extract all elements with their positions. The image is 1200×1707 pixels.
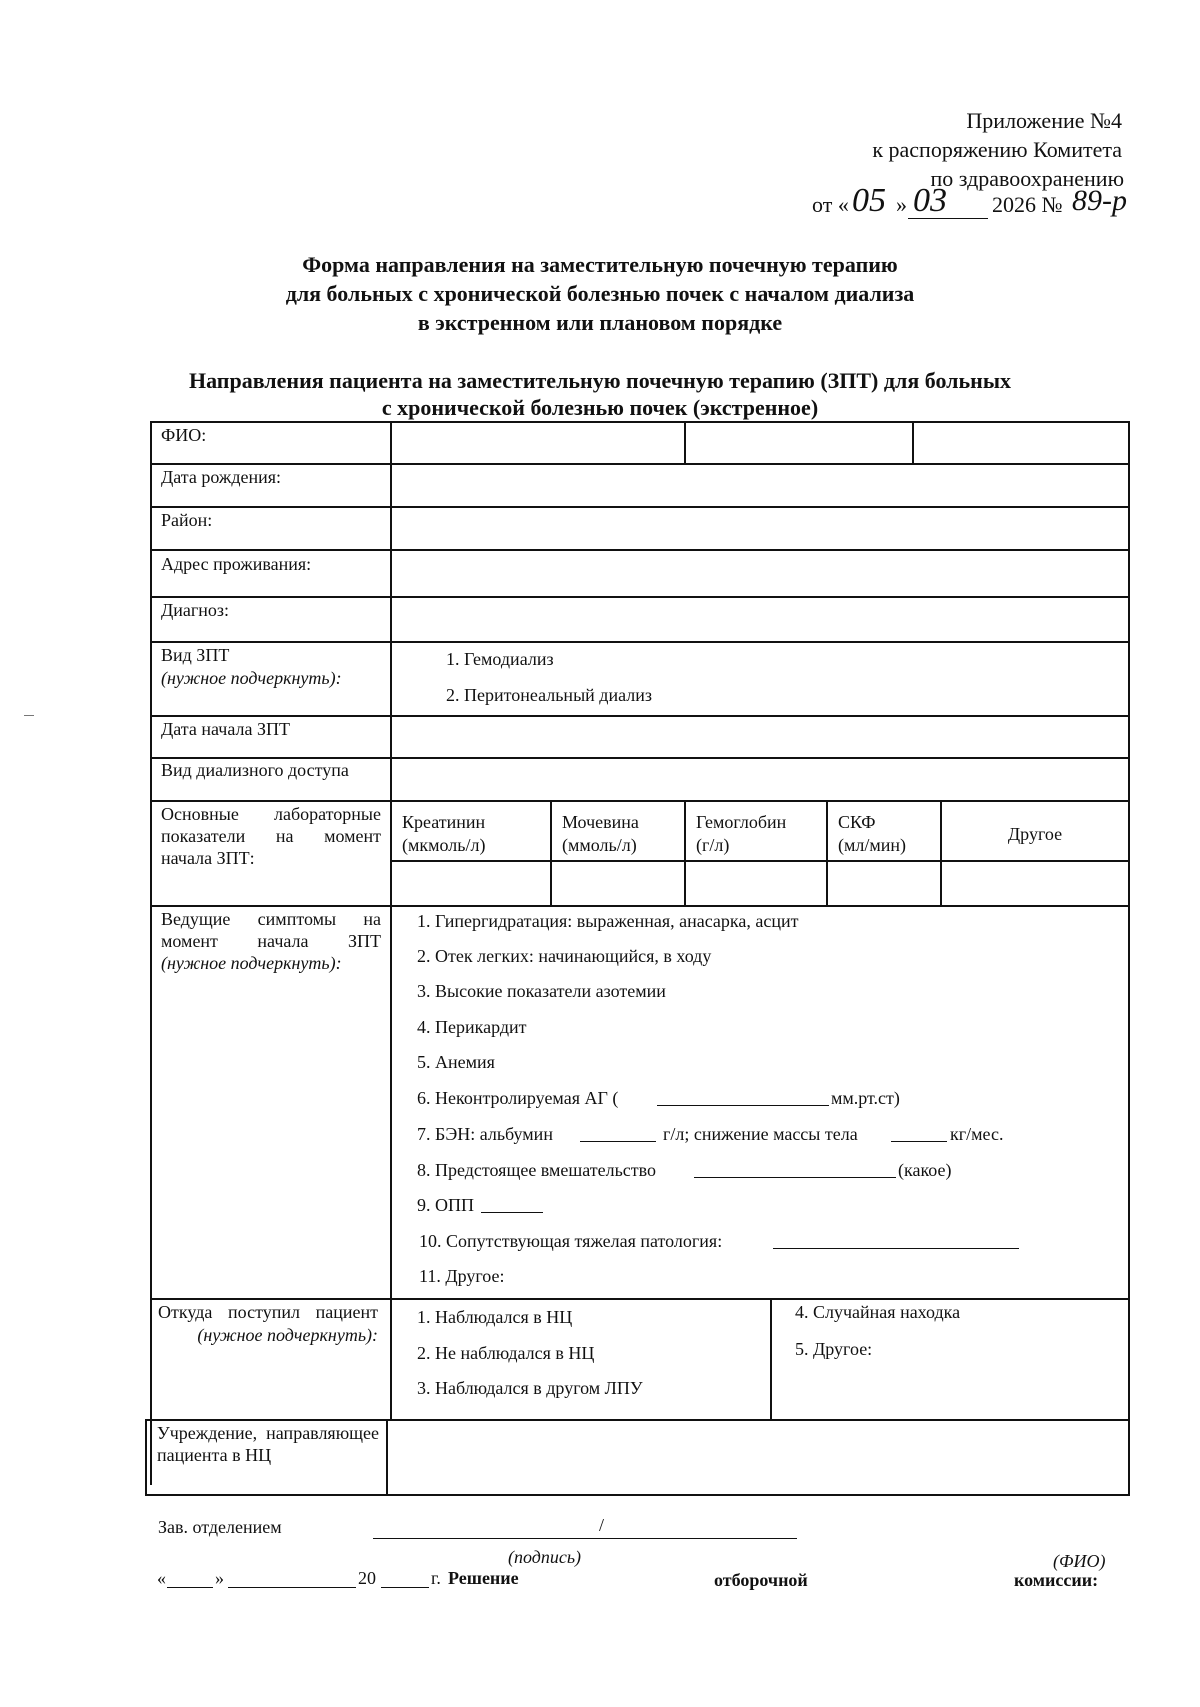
lab-col-urea: Мочевина xyxy=(562,812,639,832)
annex-committee: по здравоохранению xyxy=(930,166,1124,191)
symptom-6-blank[interactable] xyxy=(657,1105,829,1106)
date-month-blank[interactable] xyxy=(228,1587,356,1588)
symptom-6[interactable]: 6. Неконтролируемая АГ ( xyxy=(417,1088,619,1108)
lab-col-urea-unit: (ммоль/л) xyxy=(562,835,637,855)
symptom-7-weight-blank[interactable] xyxy=(891,1141,947,1142)
district-label: Район: xyxy=(161,510,213,530)
symptom-5[interactable]: 5. Анемия xyxy=(417,1052,495,1072)
annex-month: 03 xyxy=(913,182,947,219)
date-year-blank[interactable] xyxy=(381,1587,429,1588)
lab-col-hemoglobin-unit: (г/л) xyxy=(696,835,730,855)
birth-date-label: Дата рождения: xyxy=(161,467,282,487)
source-option-1[interactable]: 1. Наблюдался в НЦ xyxy=(417,1307,573,1327)
symptom-4[interactable]: 4. Перикардит xyxy=(417,1017,527,1037)
form-title-line-1: Форма направления на заместительную почечную терапию xyxy=(302,252,898,277)
annex-year: 2026 № xyxy=(992,192,1063,217)
symptom-7[interactable]: 7. БЭН: альбумин xyxy=(417,1124,553,1144)
rrt-start-label: Дата начала ЗПТ xyxy=(161,719,290,739)
date-century: 20 xyxy=(358,1568,376,1588)
referral-title-line-1: Направления пациента на заместительную почечную терапию (ЗПТ) для больных xyxy=(188,368,1012,393)
date-open-quote: « xyxy=(157,1568,166,1588)
symptom-3[interactable]: 3. Высокие показатели азотемии xyxy=(417,981,666,1001)
signature-line[interactable] xyxy=(373,1538,797,1539)
annex-day: 05 xyxy=(852,182,886,219)
rrt-type-note: (нужное подчеркнуть): xyxy=(161,668,342,688)
institution-label: Учреждение, направляющее пациента в НЦ xyxy=(157,1423,379,1465)
source-label: Откуда поступил пациент xyxy=(158,1302,378,1322)
annex-date-mid: » xyxy=(896,192,907,217)
lab-col-gfr: СКФ xyxy=(838,812,876,832)
source-option-3[interactable]: 3. Наблюдался в другом ЛПУ xyxy=(417,1378,643,1398)
decision-word: Решение xyxy=(448,1568,519,1588)
fio-caption: (ФИО) xyxy=(1053,1551,1106,1571)
symptom-11[interactable]: 11. Другое: xyxy=(419,1266,505,1286)
source-option-5[interactable]: 5. Другое: xyxy=(795,1339,873,1359)
annex-month-line xyxy=(908,218,988,219)
source-option-4[interactable]: 4. Случайная находка xyxy=(795,1302,961,1322)
lab-col-gfr-unit: (мл/мин) xyxy=(838,835,907,855)
diagnosis-label: Диагноз: xyxy=(161,600,230,620)
head-of-department-label: Зав. отделением xyxy=(158,1517,282,1537)
referral-title-line-2: с хронической болезнью почек (экстренное) xyxy=(381,395,819,420)
date-close-quote: » xyxy=(215,1568,224,1588)
symptom-9-blank[interactable] xyxy=(481,1212,543,1213)
symptom-1[interactable]: 1. Гипергидратация: выраженная, анасарка, асцит xyxy=(417,911,799,931)
symptoms-label: Ведущие симптомы на момент начала ЗПТ xyxy=(161,909,381,951)
signature-slash: / xyxy=(599,1515,605,1535)
symptom-8-blank[interactable] xyxy=(694,1177,896,1178)
symptom-7-unit: кг/мес. xyxy=(950,1124,1004,1144)
symptom-8[interactable]: 8. Предстоящее вмешательство xyxy=(417,1160,657,1180)
access-type-label: Вид диализного доступа xyxy=(161,760,349,780)
rrt-option-hemodialysis[interactable]: 1. Гемодиализ xyxy=(446,649,554,669)
form-title-line-3: в экстренном или плановом порядке xyxy=(417,310,783,335)
symptom-9[interactable]: 9. ОПП xyxy=(417,1195,474,1215)
symptom-8-suffix: (какое) xyxy=(898,1160,952,1180)
lab-col-other: Другое xyxy=(1007,824,1063,844)
lab-col-creatinine-unit: (мкмоль/л) xyxy=(402,835,486,855)
lab-col-hemoglobin: Гемоглобин xyxy=(696,812,787,832)
date-year-suffix: г. xyxy=(431,1568,441,1588)
lab-label: Основные лабораторные показатели на момент начала ЗПТ: xyxy=(161,804,381,868)
date-day-blank[interactable] xyxy=(167,1587,213,1588)
symptom-10[interactable]: 10. Сопутствующая тяжелая патология: xyxy=(419,1231,723,1251)
annex-order: к распоряжению Комитета xyxy=(872,137,1122,162)
signature-caption: (подпись) xyxy=(508,1547,582,1567)
form-title-line-2: для больных с хронической болезнью почек с началом диализа xyxy=(285,281,915,306)
lab-col-creatinine: Креатинин xyxy=(402,812,486,832)
source-option-2[interactable]: 2. Не наблюдался в НЦ xyxy=(417,1343,595,1363)
symptom-10-blank[interactable] xyxy=(773,1248,1019,1249)
symptom-2[interactable]: 2. Отек легких: начинающийся, в ходу xyxy=(417,946,712,966)
symptom-7-weight: г/л; снижение массы тела xyxy=(663,1124,858,1144)
commission-word: комиссии: xyxy=(1014,1570,1099,1590)
symptoms-note: (нужное подчеркнуть): xyxy=(161,953,342,973)
rrt-type-label: Вид ЗПТ xyxy=(161,645,230,665)
symptom-6-unit: мм.рт.ст) xyxy=(831,1088,900,1108)
annex-order-number: 89-р xyxy=(1072,184,1127,217)
address-label: Адрес проживания: xyxy=(161,554,312,574)
selection-word: отборочной xyxy=(714,1570,808,1590)
rrt-option-peritoneal[interactable]: 2. Перитонеальный диализ xyxy=(446,685,652,705)
annex-date-prefix: от « xyxy=(812,192,849,217)
symptom-7-albumin-blank[interactable] xyxy=(580,1141,656,1142)
fio-label: ФИО: xyxy=(161,425,207,445)
source-note: (нужное подчеркнуть): xyxy=(197,1325,378,1345)
scan-mark xyxy=(24,715,34,716)
annex-number: Приложение №4 xyxy=(966,108,1122,133)
